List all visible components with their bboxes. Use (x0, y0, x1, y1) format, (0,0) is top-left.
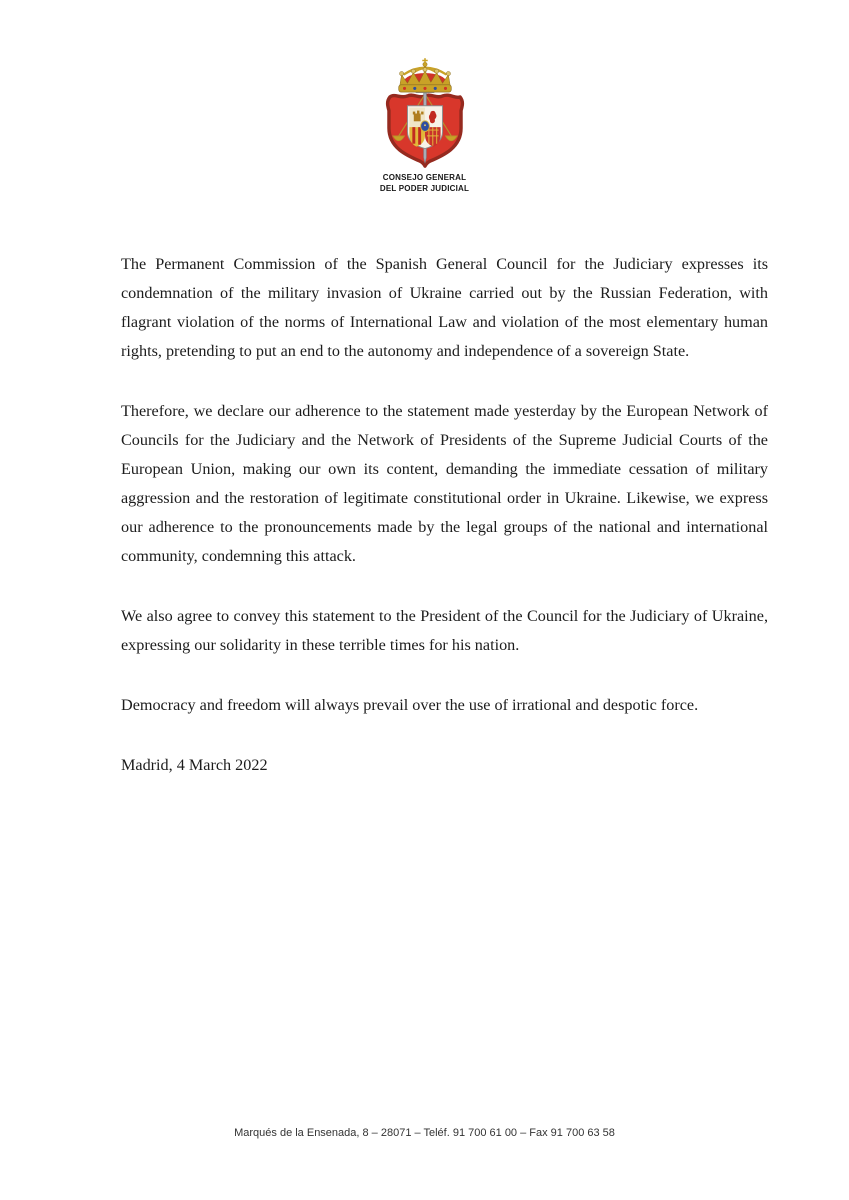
paragraph-adherence: Therefore, we declare our adherence to the statement made yesterday by the European Network of Councils for the Judiciary and the Network of Presidents of the Supreme Judicial Courts of the European Union, making our own its content, demanding the immediate cessation of military aggression and the restoration of legitimate constitutional order in Ukraine. Likewise, we express our adherence to the pronouncements made by the legal groups of the national and international community, condemning this attack. (121, 402, 768, 565)
paragraph-solidarity: We also agree to convey this statement to the President of the Council for the Judiciary of Ukraine, expressing our solidarity in these terrible times for his nation. (121, 607, 768, 654)
dateline: Madrid, 4 March 2022 (121, 756, 268, 774)
inner-escutcheon (407, 106, 442, 149)
letter-body (121, 250, 768, 780)
royal-crown (398, 58, 451, 92)
org-name (0, 172, 849, 194)
letterhead (0, 58, 849, 194)
org-name-line1: CONSEJO GENERAL (382, 173, 467, 182)
org-name-line2: DEL PODER JUDICIAL (379, 184, 470, 193)
paragraph-condemnation: The Permanent Commission of the Spanish General Council for the Judiciary expresses its condemnation of the military invasion of Ukraine carried out by the Russian Federation, with flagrant violation of the norms of International Law and violation of the most elementary human rights, pretending to put an end to the autonomy and independence of a sovereign State. (121, 255, 768, 360)
paragraph-democracy: Democracy and freedom will always prevail over the use of irrational and despotic force. (121, 696, 699, 714)
cgpj-coat-of-arms-icon (380, 58, 470, 170)
footer-address: Marqués de la Ensenada, 8 – 28071 – Teléf. 91 700 61 00 – Fax 91 700 63 58 (234, 1127, 615, 1139)
page-footer (0, 1127, 849, 1139)
